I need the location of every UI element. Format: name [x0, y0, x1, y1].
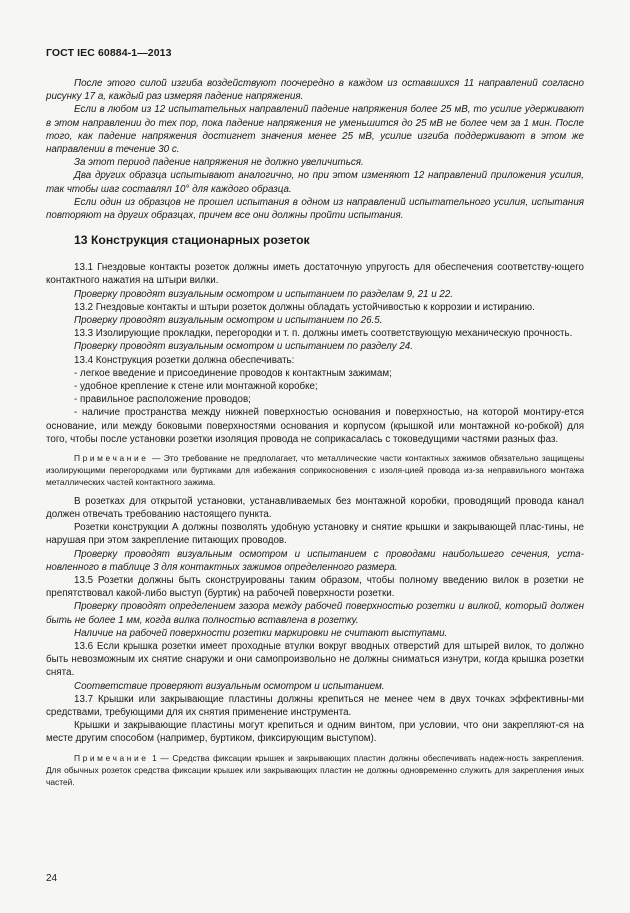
- paragraph: 13.1 Гнездовые контакты розеток должны иметь достаточную упругость для обеспечения соответству-ющего контактного нажатия на штыри вилки.: [46, 262, 584, 287]
- paragraph: Розетки конструкции А должны позволять удобную установку и снятие крышки и закрывающей плас-тины, не нарушая при этом закрепление питающих проводов.: [46, 522, 584, 547]
- paragraph: Проверку проводят визуальным осмотром и испытанием по разделам 9, 21 и 22.: [74, 288, 454, 300]
- note-2: [46, 752, 584, 789]
- note-2-label: Примечание: [74, 752, 149, 763]
- page-number: 24: [46, 873, 58, 884]
- paragraph: 13.6 Если крышка розетки имеет проходные втулки вокруг вводных отверстий для штырей вилок, то должно быть невозможным их снятие снаружи и они самопроизвольно не должны сниматься изнутри, когда крышка розетки снята.: [46, 640, 584, 679]
- paragraph: 13.7 Крышки или закрывающие пластины должны крепиться не менее чем в двух точках эффективны-ми средствами, требующими для их снятия применение инструмента.: [46, 693, 584, 718]
- paragraph: - наличие пространства между нижней поверхностью основания и поверхностью, на которой монтиру-ется основание, или между боковыми поверхностями основания и корпусом (крышкой или монтажной ко-робкой) для того, чтобы после установки розетки изоляция провода не соприкасалась с токоведущими частями разных фаз.: [46, 407, 584, 445]
- note-2-text: 1 — Средства фиксации крышек и закрывающих пластин должны обеспечивать надеж-ность закрепления. Для обычных розеток средства фиксации крышек или закрывающих пластин не должны одновременно служить для закрепления иных частей.: [46, 752, 584, 787]
- paragraph: 13.4 Конструкция розетки должна обеспечивать:: [74, 354, 295, 366]
- paragraph: 13.5 Розетки должны быть сконструированы таким образом, чтобы полному введению вилок в розетки не препятствовал какой-либо выступ (буртик) на рабочей поверхности розетки.: [46, 574, 584, 600]
- paragraph: - правильное расположение проводов;: [74, 394, 251, 406]
- section-paragraphs-a: [46, 261, 584, 446]
- section-title: 13 Конструкция стационарных розеток: [74, 233, 310, 248]
- paragraph: После этого силой изгиба воздействуют поочередно в каждом из оставшихся 11 направлений согласно рисунку 17 а, каждый раз измеряя падение напряжения.: [46, 78, 584, 103]
- paragraph: Крышки и закрывающие пластины могут крепиться и одним винтом, при условии, что они закрепляют-ся на месте другим способом (например, буртиком, фиксирующим выступом).: [46, 720, 584, 745]
- paragraph: - удобное крепление к стене или монтажной коробке;: [74, 381, 318, 393]
- note-1-text: — Это требование не предполагает, что металлические части контактных зажимов обязательно защищены изолирующими перегородками или буртиками для избежания соприкосновения с изоля-цией провода из-за неправильного монтажа металлических частей контактного зажима.: [46, 453, 584, 488]
- top-paragraphs: [46, 77, 584, 222]
- paragraph: Если в любом из 12 испытательных направлений падение напряжения более 25 мВ, то усилие удерживают в этом направлении до тех пор, пока падение напряжения не уменьшится до 25 мВ не более чем за 1 мин. После того, как падение напряжения достигнет значения менее 25 мВ, усилие изгиба поддерживают в этом же направлении в течение 30 с.: [46, 104, 584, 156]
- paragraph: Проверку проводят визуальным осмотром и испытанием с проводами наибольшего сечения, уста-новленного в таблице 3 для контактных зажимов определенного размера.: [46, 548, 584, 573]
- paragraph: Проверку проводят определением зазора между рабочей поверхностью розетки и вилкой, который должен быть не более 1 мм, когда вилка полностью вставлена в розетку.: [46, 601, 584, 626]
- paragraph: - легкое введение и присоединение проводов к контактным зажимам;: [74, 367, 392, 379]
- paragraph: Проверку проводят визуальным осмотром и испытанием по 26.5.: [74, 315, 383, 327]
- paragraph: 13.2 Гнездовые контакты и штыри розеток должны обладать устойчивостью к коррозии и истиранию.: [74, 301, 535, 313]
- note-1-label: Примечание: [74, 453, 149, 464]
- paragraph: Если один из образцов не прошел испытания в одном из направлений испытательного усилия, испытания повторяют на других образцах, причем все они должны пройти испытания.: [46, 196, 584, 222]
- paragraph: Наличие на рабочей поверхности розетки маркировки не считают выступами.: [74, 627, 448, 639]
- note-1: [46, 452, 584, 489]
- paragraph: В розетках для открытой установки, устанавливаемых без монтажной коробки, проводящий провода канал должен отвечать требованию настоящего пункта.: [46, 495, 584, 520]
- section-paragraphs-b: [46, 495, 584, 746]
- paragraph: Проверку проводят визуальным осмотром и испытанием по разделу 24.: [74, 341, 413, 353]
- document-body: [46, 77, 584, 794]
- paragraph: За этот период падение напряжения не должно увеличиться.: [74, 157, 364, 169]
- document-header: ГОСТ IEC 60884-1—2013: [46, 47, 172, 59]
- paragraph: Соответствие проверяют визуальным осмотром и испытанием.: [74, 680, 385, 692]
- paragraph: 13.3 Изолирующие прокладки, перегородки и т. п. должны иметь соответствующую механическую прочность.: [74, 328, 573, 340]
- paragraph: Два других образца испытывают аналогично, но при этом изменяют 12 направлений приложения усилия, так чтобы шаг составлял 10° для каждого образца.: [46, 170, 584, 195]
